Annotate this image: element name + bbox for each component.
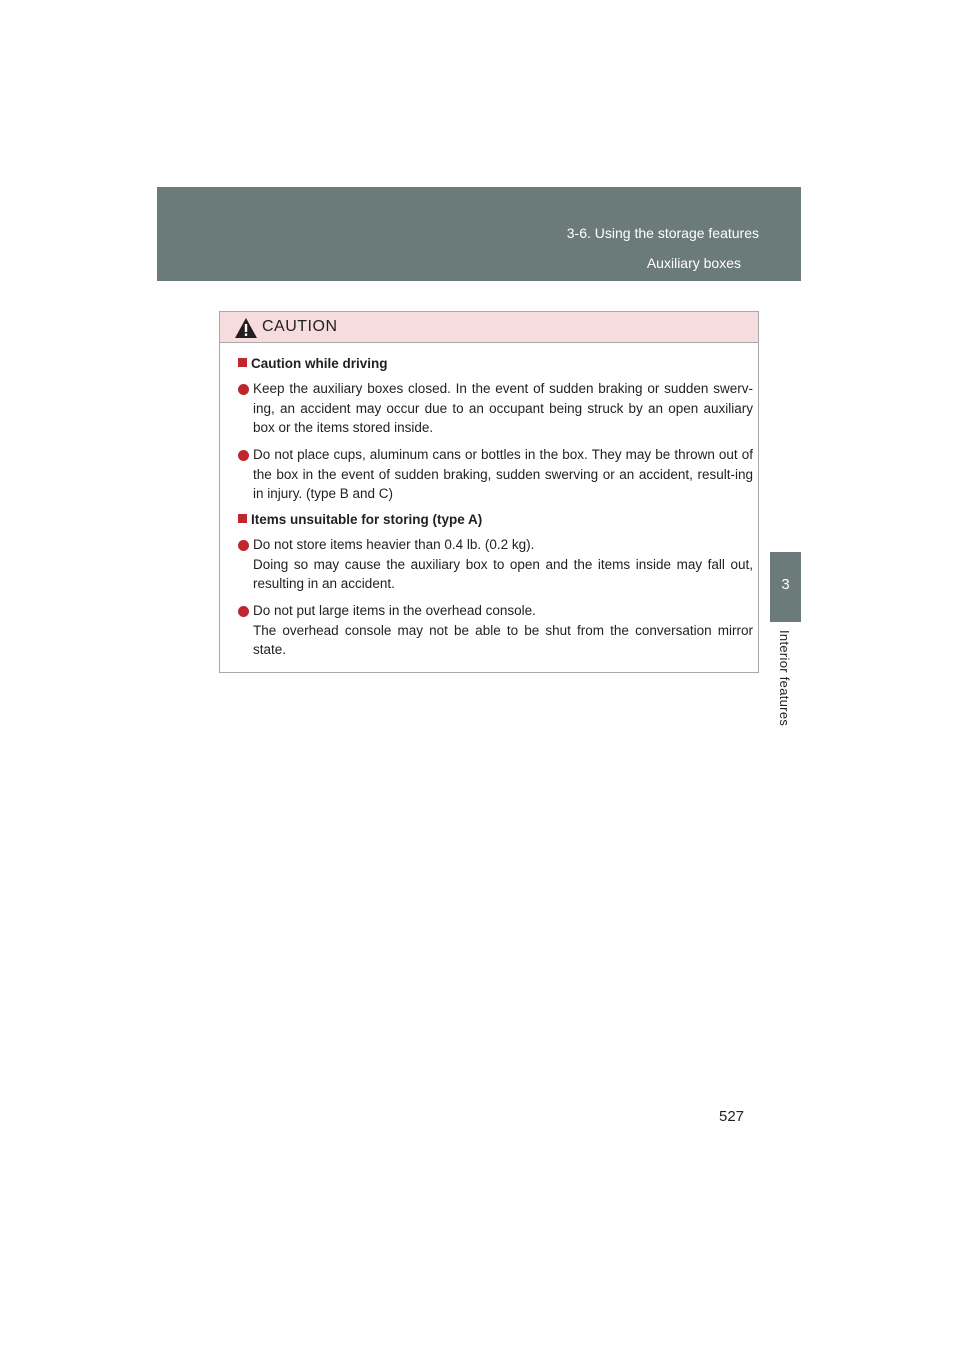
bullet-dot-icon bbox=[238, 538, 254, 554]
list-item: Do not place cups, aluminum cans or bottles in the box. They may be thrown out of the box in the event of sudden braking, sudden swerving or an accident, result-ing in injury. (type B and C) bbox=[253, 447, 753, 501]
chapter-label-container bbox=[777, 630, 795, 730]
section-heading-caution-while-driving bbox=[238, 356, 388, 371]
chapter-tab bbox=[770, 552, 801, 622]
section-heading-text: Caution while driving bbox=[251, 356, 388, 371]
chapter-number: 3 bbox=[781, 576, 790, 593]
section-title: 3-6. Using the storage features bbox=[566, 225, 759, 241]
caution-box bbox=[219, 311, 759, 673]
caution-title: CAUTION bbox=[262, 318, 338, 335]
list-item-detail: Doing so may cause the auxiliary box to open and the items inside may fall out, resulting in an accident. bbox=[253, 556, 753, 591]
list-item bbox=[253, 601, 753, 660]
square-bullet-icon bbox=[238, 358, 247, 367]
list-item: Keep the auxiliary boxes closed. In the event of sudden braking or sudden swerv-ing, an accident may occur due to an occupant being struck by an open auxiliary box or the items stored inside. bbox=[253, 381, 753, 435]
bullet-dot-icon bbox=[238, 382, 254, 398]
square-bullet-icon bbox=[238, 514, 247, 523]
list-item-title: Do not store items heavier than 0.4 lb. (0.2 kg). bbox=[253, 537, 535, 552]
list-item-title: Do not put large items in the overhead console. bbox=[253, 603, 536, 618]
section-heading-text: Items unsuitable for storing (type A) bbox=[251, 512, 483, 527]
section-heading-items-unsuitable bbox=[238, 512, 482, 527]
page-number: 527 bbox=[719, 1108, 745, 1125]
warning-triangle-icon bbox=[234, 317, 258, 339]
caution-header bbox=[220, 312, 758, 343]
list-item bbox=[253, 535, 753, 594]
bullet-dot-icon bbox=[238, 448, 254, 464]
subsection-title: Auxiliary boxes bbox=[646, 255, 741, 271]
bullet-dot-icon bbox=[238, 604, 254, 620]
list-item-detail: The overhead console may not be able to be shut from the conversation mirror state. bbox=[253, 622, 753, 657]
page-header-band bbox=[157, 187, 801, 281]
chapter-label: Interior features bbox=[777, 630, 792, 727]
